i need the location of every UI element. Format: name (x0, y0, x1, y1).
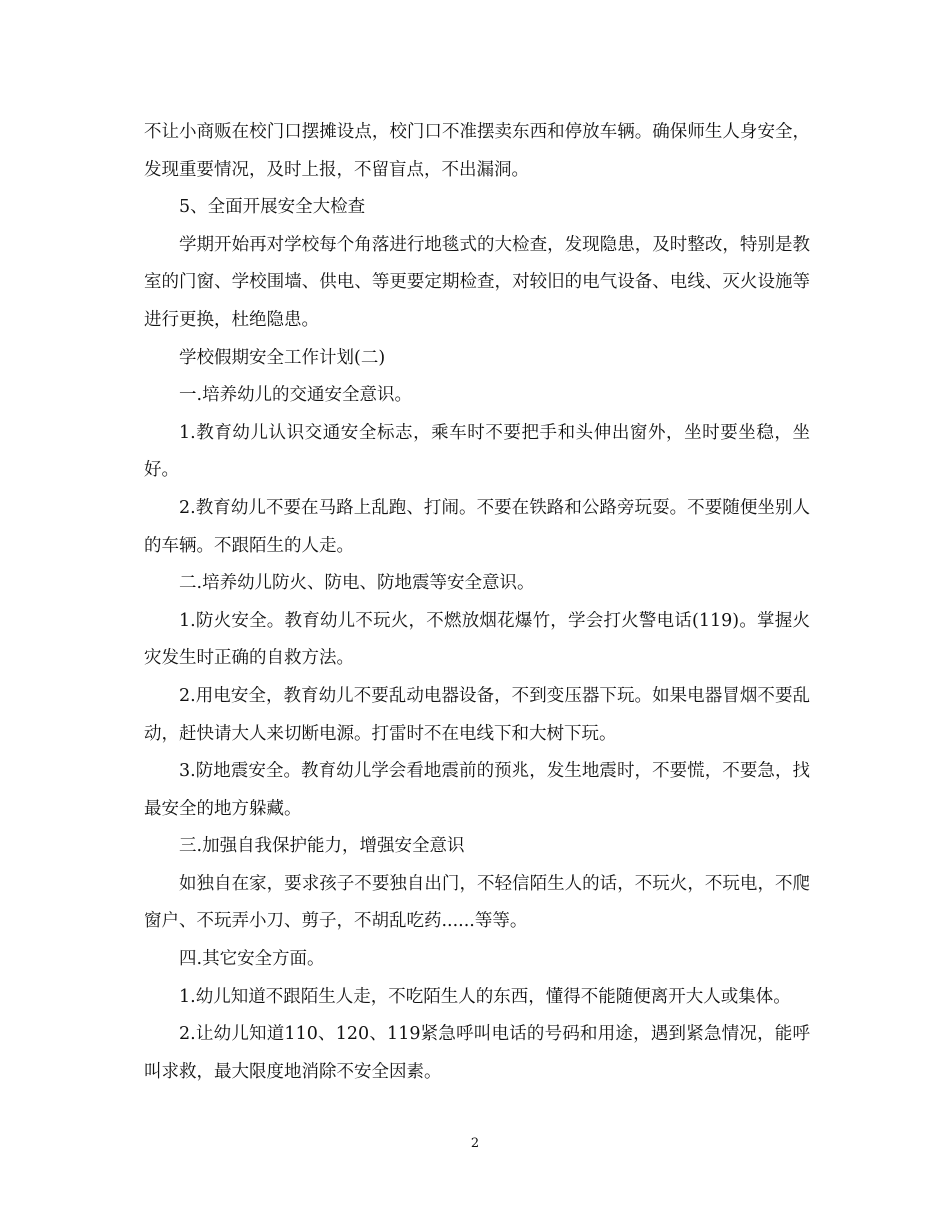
paragraph-15: 1.幼儿知道不跟陌生人走，不吃陌生人的东西，懂得不能随便离开大人或集体。 (179, 986, 791, 1007)
section-heading-self-protection: 三.加强自我保护能力，增强安全意识 (179, 836, 465, 857)
paragraph-2: 5、全面开展安全大检查 (179, 197, 366, 218)
paragraph-10: 2.用电安全，教育幼儿不要乱动电器设备，不到变压器下玩。如果电器冒烟不要乱动，赶快请大人来切断电源。打雷时不在电线下和大树下玩。 (144, 685, 810, 744)
paragraph-6: 1.教育幼儿认识交通安全标志，乘车时不要把手和头伸出窗外，坐时要坐稳，坐好。 (144, 422, 810, 481)
paragraph-1: 不让小商贩在校门口摆摊设点，校门口不准摆卖东西和停放车辆。确保师生人身安全，发现重要情况，及时上报，不留盲点，不出漏洞。 (144, 122, 810, 180)
paragraph-3: 学期开始再对学校每个角落进行地毯式的大检查，发现隐患，及时整改，特别是教室的门窗、学校围墙、供电、等更要定期检查，对较旧的电气设备、电线、灭火设施等进行更换，杜绝隐患。 (144, 234, 810, 330)
section-heading-plan-two: 学校假期安全工作计划(二) (179, 347, 386, 368)
paragraph-7: 2.教育幼儿不要在马路上乱跑、打闹。不要在铁路和公路旁玩耍。不要随便坐别人的车辆。不跟陌生的人走。 (144, 497, 810, 556)
paragraph-11: 3.防地震安全。教育幼儿学会看地震前的预兆，发生地震时，不要慌，不要急，找最安全的地方躲藏。 (144, 761, 810, 819)
paragraph-9: 1.防火安全。教育幼儿不玩火，不燃放烟花爆竹，学会打火警电话(119)。掌握火灾发生时正确的自救方法。 (144, 610, 810, 669)
section-heading-other: 四.其它安全方面。 (179, 949, 325, 970)
document-body (144, 114, 810, 1091)
section-heading-fire-electric: 二.培养幼儿防火、防电、防地震等安全意识。 (179, 573, 535, 594)
paragraph-16: 2.让幼儿知道110、120、119紧急呼叫电话的号码和用途，遇到紧急情况，能呼叫求救，最大限度地消除不安全因素。 (144, 1024, 810, 1082)
section-heading-traffic: 一.培养幼儿的交通安全意识。 (179, 385, 413, 406)
paragraph-13: 如独自在家，要求孩子不要独自出门，不轻信陌生人的话，不玩火，不玩电，不爬窗户、不玩弄小刀、剪子，不胡乱吃药......等等。 (144, 873, 810, 932)
page-number: 2 (470, 1136, 480, 1151)
